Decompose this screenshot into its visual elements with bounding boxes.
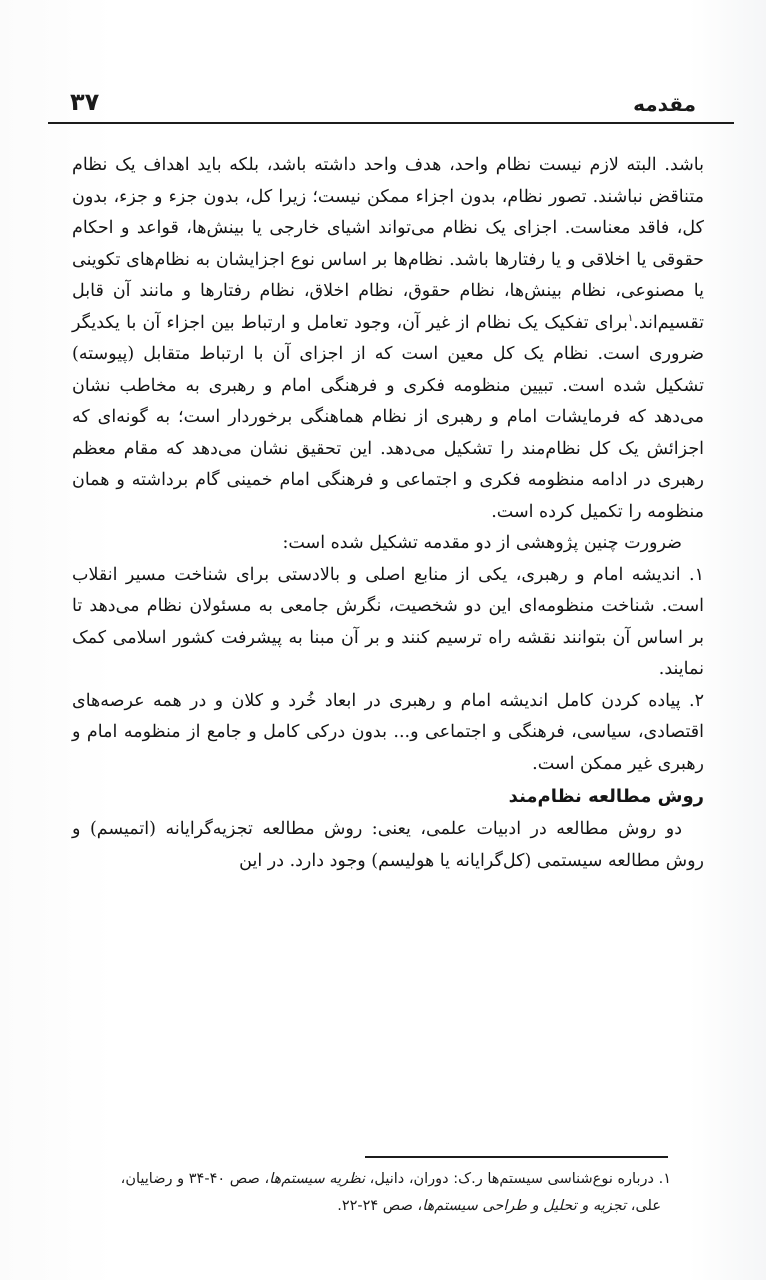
paragraph-text: برای تفکیک یک نظام از غیر آن، وجود تعامل و ارتباط بین اجزاء آن با یکدیگر ضروری است. نظام یک کل معین است که از اجزای آن با ارتباط متقابل (پیوسته) تشکیل شده است. تبیین منظومه فکری و فرهنگی امام و رهبری به مخاطب نشان می‌دهد که فرمایشات امام و رهبری از نظام هماهنگی برخوردار است؛ به گونه‌ای که اجزائش یک کل نظام‌مند را تشکیل می‌دهد. این تحقیق نشان می‌دهد که مقام معظم رهبری در ادامه منظومه فکری و اجتماعی و فرهنگی امام خمینی گام برداشته و همان منظومه را تکمیل کرده است. xyxy=(72,312,704,522)
paragraph-text: باشد. البته لازم نیست نظام واحد، هدف واحد داشته باشد، بلکه باید اهداف یک نظام متناقض نباشند. تصور نظام، بدون اجزاء ممکن نیست؛ زیرا کل، بدون جزء و جزء، بدون کل، فاقد معناست. اجزای یک نظام می‌تواند اشیای خارجی یا بینش‌ها، قواعد و احکام حقوقی یا اخلاقی و یا رفتارها باشد. نظام‌ها بر اساس نوع اجزایشان به نظام‌های تکوینی یا مصنوعی، نظام بینش‌ها، نظام حقوق، نظام اخلاق، نظام رفتارها و مانند آن قابل تقسیم‌اند. xyxy=(72,155,704,333)
footnote xyxy=(60,1166,671,1193)
paragraph: دو روش مطالعه در ادبیات علمی، یعنی: روش مطالعه تجزیه‌گرایانه (اتمیسم) و روش مطالعه سیستمی (کل‌گرایانه یا هولیسم) وجود دارد. در این xyxy=(72,819,704,871)
footnote-text: ، صص ۲۴-۲۲. xyxy=(337,1198,423,1214)
footnote-book-title: نظریه سیستم‌ها xyxy=(269,1171,366,1187)
paragraph: ضرورت چنین پژوهشی از دو مقدمه تشکیل شده است: xyxy=(282,533,682,553)
footnotes xyxy=(60,1166,671,1220)
footnote-divider xyxy=(365,1156,668,1158)
page-number: ۳۷ xyxy=(70,88,100,116)
header-divider xyxy=(48,122,734,124)
footnote-book-title: تجزیه و تحلیل و طراحی سیستم‌ها xyxy=(422,1198,627,1214)
chapter-title: مقدمه xyxy=(633,92,696,116)
footnote-text: ۱. درباره نوع‌شناسی سیستم‌ها ر.ک: دوران، دانیل، xyxy=(365,1171,671,1187)
list-item: ۱. اندیشه امام و رهبری، یکی از منابع اصلی و بالادستی برای شناخت مسیر انقلاب است. شناخت منظومه‌ای این دو شخصیت، نگرش جامعی به مسئولان نظام می‌دهد تا بر اساس آن بتوانند نقشه راه ترسیم کنند و بر آن مبنا به پیشرفت کشور اسلامی کمک نمایند. xyxy=(72,564,704,679)
footnote-continuation xyxy=(60,1193,671,1220)
main-text xyxy=(72,150,704,877)
section-heading: روش مطالعه نظام‌مند xyxy=(508,786,704,807)
footnote-reference[interactable]: ۱ xyxy=(627,312,634,324)
running-header xyxy=(70,84,696,124)
footnote-text: علی، xyxy=(626,1198,661,1214)
list-item: ۲. پیاده کردن کامل اندیشه امام و رهبری در ابعاد خُرد و کلان و در همه عرصه‌های اقتصادی، سیاسی، فرهنگی و اجتماعی و... بدون درکی کامل و جامع از منظومه امام و رهبری غیر ممکن است. xyxy=(72,690,704,774)
paragraph xyxy=(72,150,704,528)
footnote-text: ، صص ۴۰-۳۴ و رضاییان، xyxy=(120,1171,270,1187)
